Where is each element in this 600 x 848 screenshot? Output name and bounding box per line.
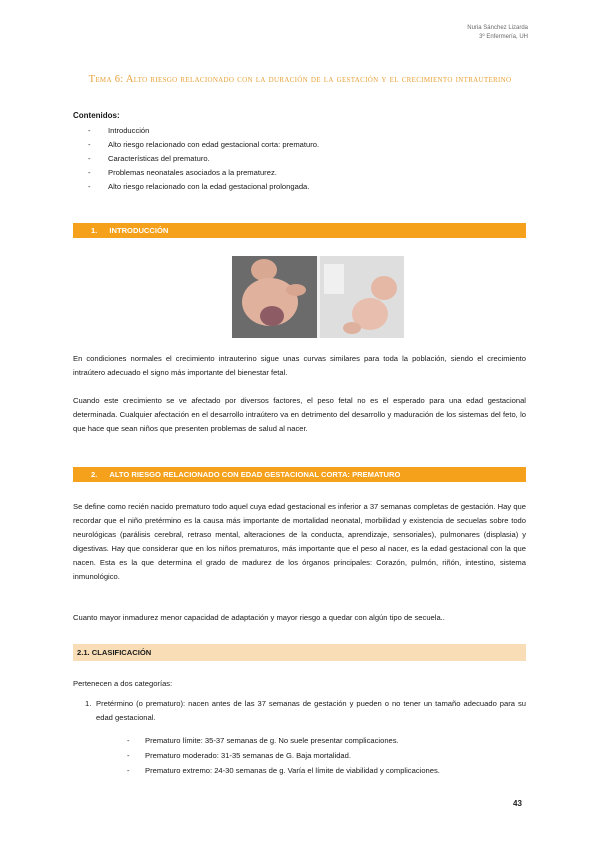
section-1-paragraph-2: Cuando este crecimiento se ve afectado por diversos factores, el peso fetal no es el esperado para una edad gestacional determinada. Cualquier afectación en el desarrollo intraútero va en detrimento del desarrollo y maduración de los sistemas del feto, lo que hace que sean niños que presenten problemas de salud al nacer. — [73, 396, 526, 433]
photo-illustration — [232, 256, 404, 338]
contents-heading: Contenidos: — [73, 111, 120, 120]
subitem: - Prematuro moderado: 31-35 semanas de G. Baja mortalidad. — [127, 751, 351, 760]
premature-babies-photo — [232, 256, 404, 338]
contents-list — [88, 124, 319, 194]
page-number: 43 — [513, 799, 522, 808]
subsection-2-1-header: 2.1. CLASIFICACIÓN — [73, 644, 526, 661]
section-2-paragraph-2: Cuanto mayor inmadurez menor capacidad de adaptación y mayor riesgo a quedar con algún tipo de secuela.. — [73, 613, 445, 622]
contents-item: - Alto riesgo relacionado con la edad gestacional prolongada. — [88, 182, 310, 191]
section-1-paragraph-1: En condiciones normales el crecimiento intrauterino sigue unas curvas similares para toda la población, siendo el crecimiento intraútero adecuado el signo más importante del bienestar fetal. — [73, 354, 526, 377]
author-header — [467, 24, 528, 42]
contents-item: - Introducción — [88, 126, 150, 135]
contents-item: - Problemas neonatales asociados a la prematurez. — [88, 168, 277, 177]
author-name: Nuria Sánchez Lizarda — [467, 25, 528, 31]
contents-item: - Características del prematuro. — [88, 154, 210, 163]
classification-subitems — [127, 733, 440, 778]
classification-item-1: 1. Pretérmino (o prematuro): nacen antes de las 37 semanas de gestación y pueden o no tener un tamaño adecuado para su edad gestacional. — [85, 699, 526, 722]
subitem: - Prematuro límite: 35-37 semanas de g. No suele presentar complicaciones. — [127, 736, 399, 745]
section-1-header: 1. INTRODUCCIÓN — [73, 223, 526, 238]
section-2-paragraph-1: Se define como recién nacido prematuro todo aquel cuya edad gestacional es inferior a 37 semanas completas de gestación. Hay que recordar que el niño pretérmino es la causa más importante de mortalidad neonatal, morbilidad y existencia de secuelas sobre todo neurológicas (parálisis cerebral, retraso mental, alteraciones de la conducta, aprendizaje, sensoriales), pulmonares (displasia) y digestivas. Hay que considerar que en los niños prematuros, más importante que el peso al nacer, es la edad gestacional con la que nacen. Esta es la que determina el grado de madurez de los órganos principales: Corazón, pulmón, riñón, intestino, sistema inmunológico. — [73, 502, 526, 581]
section-2-header: 2. ALTO RIESGO RELACIONADO CON EDAD GESTACIONAL CORTA: PREMATURO — [73, 467, 526, 482]
page-title: Tema 6: Alto riesgo relacionado con la duración de la gestación y el crecimiento intrauterino — [88, 74, 512, 85]
subitem: - Prematuro extremo: 24-30 semanas de g. Varía el límite de viabilidad y complicaciones. — [127, 766, 440, 775]
author-course: 3º Enfermería, UH — [479, 34, 528, 40]
subsection-intro: Pertenecen a dos categorías: — [73, 679, 173, 688]
contents-item: - Alto riesgo relacionado con edad gestacional corta: prematuro. — [88, 140, 320, 149]
